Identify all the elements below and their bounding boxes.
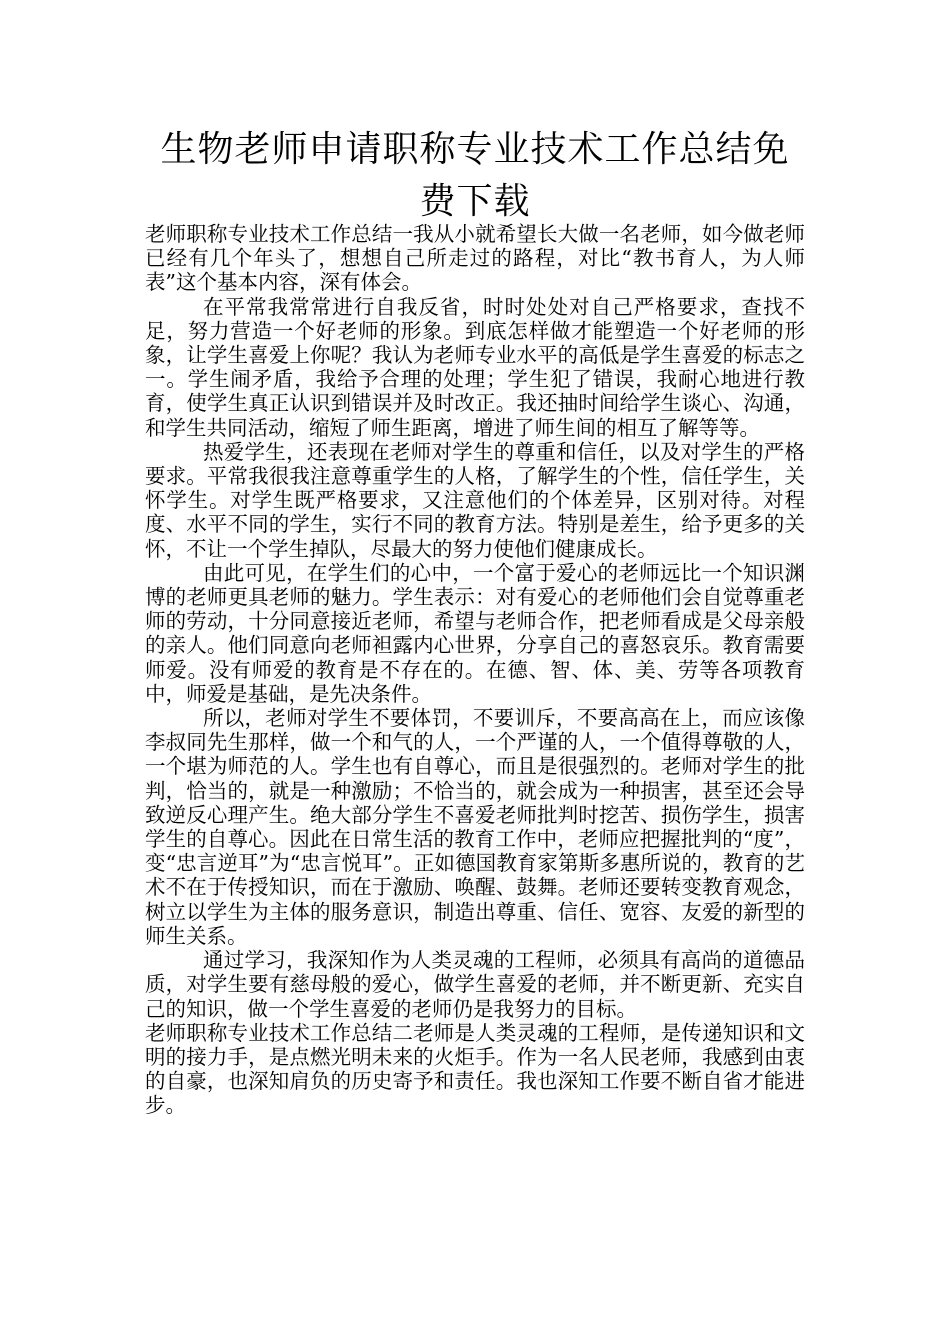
paragraph-love: 由此可见，在学生们的心中，一个富于爱心的老师远比一个知识渊博的老师更具老师的魅力。学生表示：对有爱心的老师他们会自觉尊重老师的劳动，十分同意接近老师，希望与老师合作，把老师看成是父母亲般的亲人。他们同意向老师袒露内心世界，分享自己的喜怒哀乐。教育需要师爱。没有师爱的教育是不存在的。在德、智、体、美、劳等各项教育中，师爱是基础，是先决条件。 <box>145 560 805 706</box>
paragraph-intro: 老师职称专业技术工作总结一我从小就希望长大做一名老师，如今做老师已经有几个年头了，想想自己所走过的路程，对比“教书育人，为人师表”这个基本内容，深有体会。 <box>145 222 805 295</box>
paragraph-reflection: 在平常我常常进行自我反省，时时处处对自己严格要求，查找不足，努力营造一个好老师的形象。到底怎样做才能塑造一个好老师的形象，让学生喜爱上你呢？我认为老师专业水平的高低是学生喜爱的标志之一。学生闹矛盾，我给予合理的处理；学生犯了错误，我耐心地进行教育，使学生真正认识到错误并及时改正。我还抽时间给学生谈心、沟通，和学生共同活动，缩短了师生距离，增进了师生间的相互了解等等。 <box>145 294 805 440</box>
paragraph-learning: 通过学习，我深知作为人类灵魂的工程师，必须具有高尚的道德品质，对学生要有慈母般的爱心，做学生喜爱的老师，并不断更新、充实自己的知识，做一个学生喜爱的老师仍是我努力的目标。 <box>145 948 805 1021</box>
paragraph-respect: 热爱学生，还表现在老师对学生的尊重和信任，以及对学生的严格要求。平常我很我注意尊重学生的人格，了解学生的个性，信任学生，关怀学生。对学生既严格要求，又注意他们的个体差异，区别对待。对程度、水平不同的学生，实行不同的教育方法。特别是差生，给予更多的关怀，不让一个学生掉队，尽最大的努力使他们健康成长。 <box>145 439 805 561</box>
document-title: 生物老师申请职称专业技术工作总结免费下载 <box>160 129 790 222</box>
document-body <box>145 222 805 1118</box>
paragraph-criticism: 所以，老师对学生不要体罚，不要训斥，不要高高在上，而应该像李叔同先生那样，做一个和气的人，一个严谨的人，一个值得尊敬的人，一个堪为师范的人。学生也有自尊心，而且是很强烈的。老师对学生的批判，恰当的，就是一种激励；不恰当的，就会成为一种损害，甚至还会导致逆反心理产生。绝大部分学生不喜爱老师批判时挖苦、损伤学生，损害学生的自尊心。因此在日常生活的教育工作中，老师应把握批判的“度”，变“忠言逆耳”为“忠言悦耳”。正如德国教育家第斯多惠所说的，教育的艺术不在于传授知识，而在于激励、唤醒、鼓舞。老师还要转变教育观念，树立以学生为主体的服务意识，制造出尊重、信任、宽容、友爱的新型的师生关系。 <box>145 706 805 948</box>
paragraph-summary-two: 老师职称专业技术工作总结二老师是人类灵魂的工程师，是传递知识和文明的接力手，是点燃光明未来的火炬手。作为一名人民老师，我感到由衷的自豪，也深知肩负的历史寄予和责任。我也深知工作要不断自省才能进步。 <box>145 1020 805 1118</box>
